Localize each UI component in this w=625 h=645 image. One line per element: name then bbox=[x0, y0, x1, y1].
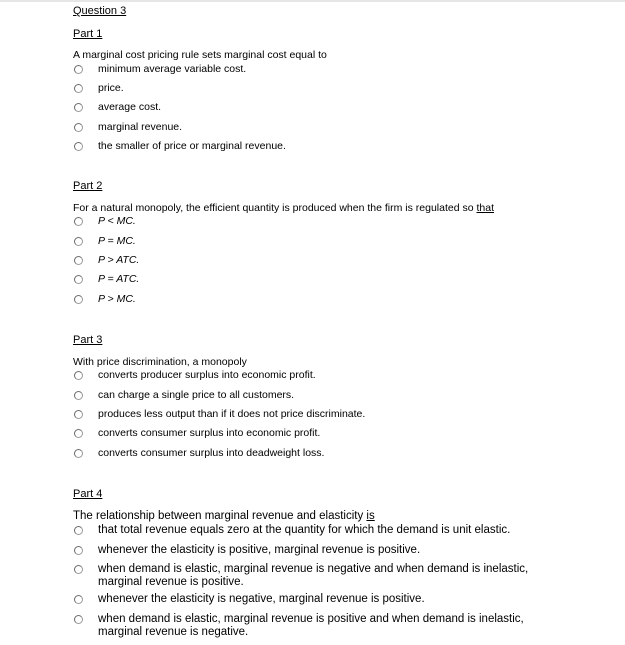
radio-button[interactable] bbox=[74, 275, 83, 284]
part-4-option-4[interactable] bbox=[74, 593, 538, 606]
radio-button[interactable] bbox=[74, 65, 83, 74]
part-1-option-4[interactable] bbox=[74, 121, 182, 134]
part-1-heading: Part 1 bbox=[73, 28, 103, 40]
option-label: minimum average variable cost. bbox=[98, 63, 247, 75]
underlined-word: is bbox=[366, 510, 375, 522]
question-title: Question 3 bbox=[73, 5, 127, 17]
radio-button[interactable] bbox=[74, 142, 83, 151]
radio-button[interactable] bbox=[74, 565, 83, 574]
radio-button[interactable] bbox=[74, 595, 83, 604]
option-label: P > MC. bbox=[98, 293, 136, 305]
part-2-heading: Part 2 bbox=[73, 180, 103, 192]
part-4-option-5[interactable] bbox=[74, 613, 538, 639]
part-4-question bbox=[73, 510, 375, 523]
part-3-question: With price discrimination, a monopoly bbox=[73, 356, 247, 368]
part-2-question bbox=[73, 202, 494, 215]
option-label: when demand is elastic, marginal revenue is negative and when demand is inelastic, marginal revenue is positive. bbox=[98, 563, 529, 588]
option-label: price. bbox=[98, 82, 124, 94]
part-2-option-2[interactable] bbox=[74, 235, 136, 248]
radio-button[interactable] bbox=[74, 237, 83, 246]
option-label: converts producer surplus into economic profit. bbox=[98, 369, 316, 381]
question-stem: The relationship between marginal revenue and elasticity bbox=[73, 510, 367, 522]
radio-button[interactable] bbox=[74, 429, 83, 438]
part-3-heading: Part 3 bbox=[73, 334, 103, 346]
radio-button[interactable] bbox=[74, 295, 83, 304]
option-label: produces less output than if it does not price discriminate. bbox=[98, 408, 366, 420]
radio-button[interactable] bbox=[74, 371, 83, 380]
option-label: whenever the elasticity is negative, marginal revenue is positive. bbox=[98, 593, 425, 605]
option-label: P = ATC. bbox=[98, 273, 140, 285]
part-1-option-3[interactable] bbox=[74, 101, 161, 114]
part-4-heading: Part 4 bbox=[73, 488, 103, 500]
part-3-option-2[interactable] bbox=[74, 389, 294, 402]
option-label: converts consumer surplus into economic profit. bbox=[98, 427, 321, 439]
option-label: P > ATC. bbox=[98, 254, 140, 266]
part-3-option-3[interactable] bbox=[74, 408, 365, 421]
radio-button[interactable] bbox=[74, 615, 83, 624]
part-2-option-4[interactable] bbox=[74, 273, 139, 286]
radio-button[interactable] bbox=[74, 449, 83, 458]
part-2-option-5[interactable] bbox=[74, 293, 136, 306]
part-4-option-1[interactable] bbox=[74, 524, 510, 537]
radio-button[interactable] bbox=[74, 546, 83, 555]
part-1-question: A marginal cost pricing rule sets marginal cost equal to bbox=[73, 49, 327, 61]
part-2-option-1[interactable] bbox=[74, 215, 136, 228]
option-label: marginal revenue. bbox=[98, 121, 183, 133]
option-label: the smaller of price or marginal revenue. bbox=[98, 140, 286, 152]
radio-button[interactable] bbox=[74, 526, 83, 535]
radio-button[interactable] bbox=[74, 103, 83, 112]
radio-button[interactable] bbox=[74, 391, 83, 400]
underlined-word: that bbox=[476, 202, 495, 214]
question-stem: For a natural monopoly, the efficient quantity is produced when the firm is regulated so bbox=[73, 202, 477, 214]
part-3-option-4[interactable] bbox=[74, 427, 320, 440]
option-label: P < MC. bbox=[98, 215, 136, 227]
top-divider bbox=[0, 0, 625, 2]
option-label: can charge a single price to all customers. bbox=[98, 389, 295, 401]
option-label: converts consumer surplus into deadweight loss. bbox=[98, 447, 325, 459]
part-1-option-2[interactable] bbox=[74, 82, 124, 95]
part-3-option-5[interactable] bbox=[74, 447, 324, 460]
radio-button[interactable] bbox=[74, 410, 83, 419]
part-3-option-1[interactable] bbox=[74, 369, 316, 382]
part-1-option-5[interactable] bbox=[74, 140, 286, 153]
part-4-option-3[interactable] bbox=[74, 563, 538, 589]
radio-button[interactable] bbox=[74, 84, 83, 93]
option-label: that total revenue equals zero at the quantity for which the demand is unit elastic. bbox=[98, 524, 511, 536]
option-label: P = MC. bbox=[98, 235, 136, 247]
part-4-option-2[interactable] bbox=[74, 544, 538, 557]
option-label: whenever the elasticity is positive, marginal revenue is positive. bbox=[98, 544, 421, 556]
part-1-option-1[interactable] bbox=[74, 63, 246, 76]
radio-button[interactable] bbox=[74, 217, 83, 226]
radio-button[interactable] bbox=[74, 256, 83, 265]
option-label: when demand is elastic, marginal revenue is positive and when demand is inelastic, marginal revenue is negative. bbox=[98, 613, 524, 638]
part-2-option-3[interactable] bbox=[74, 254, 139, 267]
radio-button[interactable] bbox=[74, 123, 83, 132]
option-label: average cost. bbox=[98, 101, 162, 113]
